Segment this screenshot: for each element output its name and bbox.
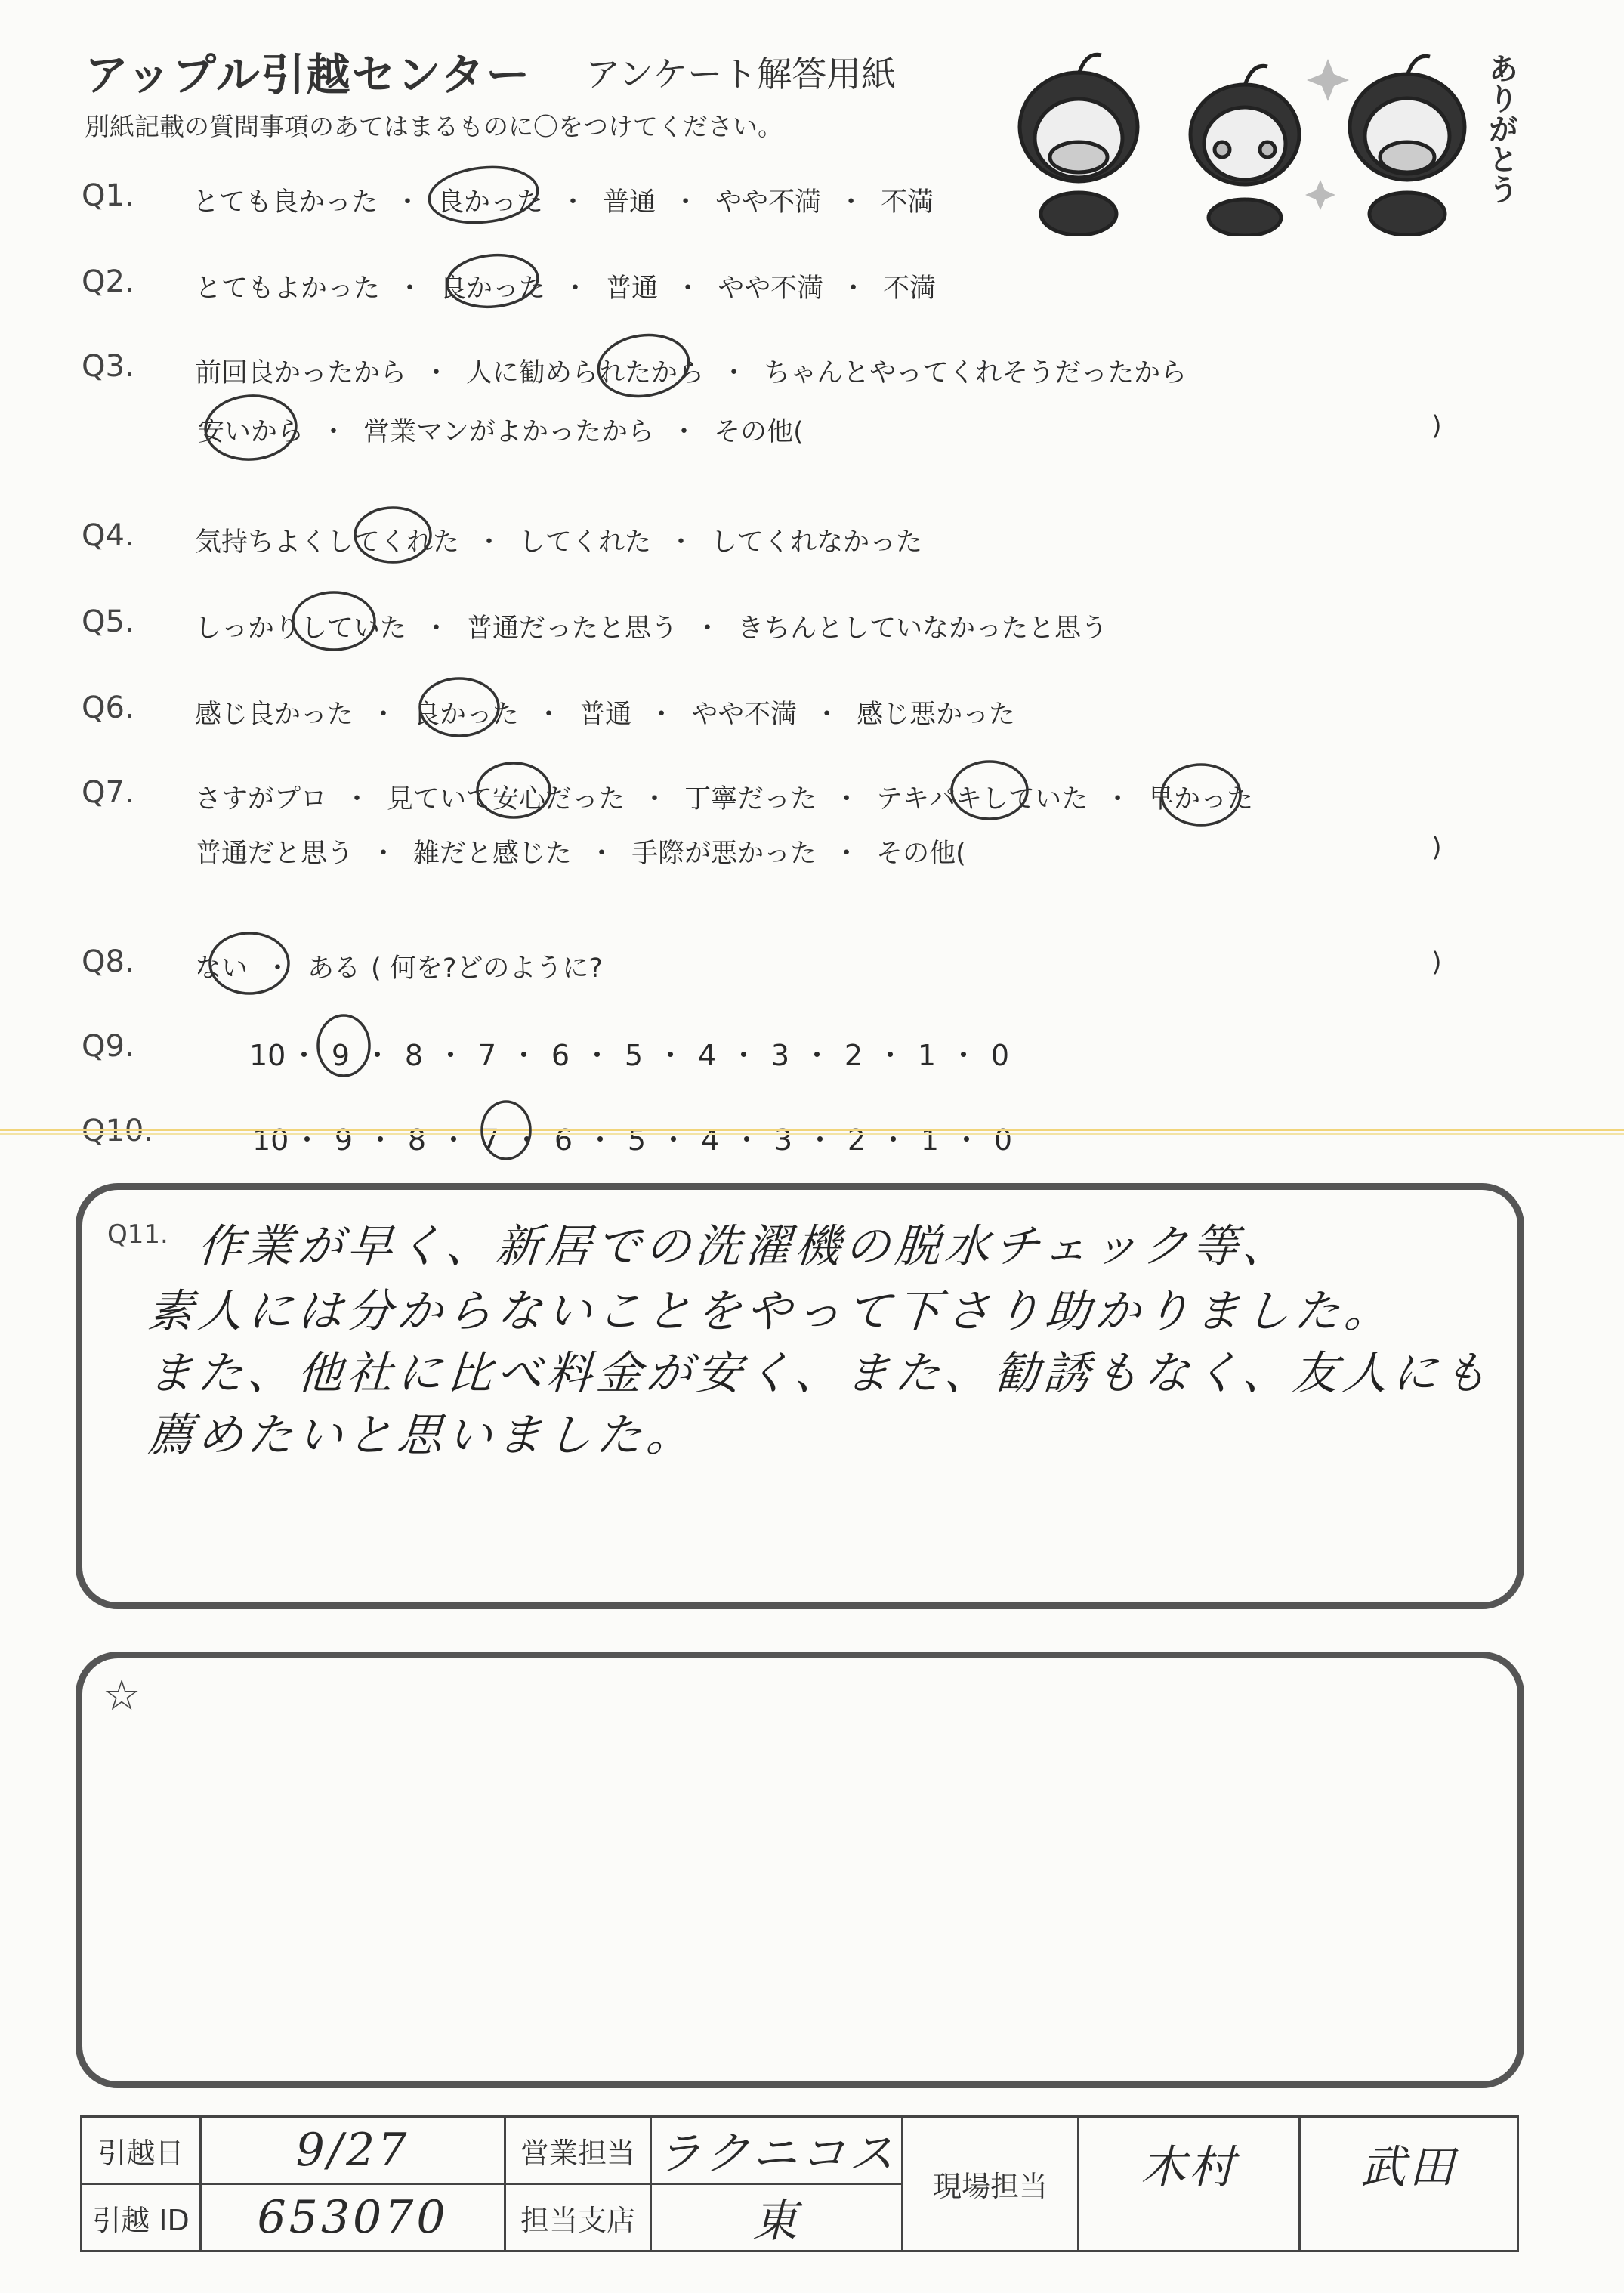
q7-option[interactable]: 雑だと感じた <box>413 839 573 869</box>
q7-option[interactable]: 丁寧だった <box>684 784 817 814</box>
q10-score[interactable]: 8 <box>407 1123 427 1157</box>
q7-close-paren: ) <box>1431 833 1442 863</box>
q9-score[interactable]: 1 <box>917 1039 937 1072</box>
q2-option[interactable]: とてもよかった <box>195 273 381 304</box>
q5-option[interactable]: きちんとしていなかったと思う <box>737 613 1108 644</box>
q10-score[interactable]: 5 <box>627 1123 647 1157</box>
q4-options: 気持ちよくしてくれた ・ してくれた ・ してくれなかった <box>195 527 923 558</box>
q9-score[interactable]: 4 <box>697 1039 717 1072</box>
q4-option-selected[interactable]: 気持ちよくしてくれた <box>195 527 460 558</box>
q9-score-selected[interactable]: 9 <box>331 1039 350 1072</box>
site-staff-1: 木村 <box>1079 2117 1300 2251</box>
site-staff-label: 現場担当 <box>903 2117 1079 2251</box>
q1-label: Q1. <box>82 178 134 213</box>
q6-label: Q6. <box>82 691 134 725</box>
q2-label: Q2. <box>82 264 134 299</box>
q10-score[interactable]: 0 <box>993 1123 1013 1157</box>
q3-option-other[interactable]: その他( <box>714 417 804 447</box>
q9-scale: 10 ・ 9 ・ 8 ・ 7 ・ 6 ・ 5 ・ 4 ・ 3 ・ 2 ・ 1 ・ 0 <box>249 1032 1018 1074</box>
q2-option[interactable]: やや不満 <box>718 273 824 304</box>
q11-answer-line: 作業が早く、新居での洗濯機の脱水チェック等、 <box>196 1220 1295 1273</box>
q10-score[interactable]: 6 <box>554 1123 573 1157</box>
q3-options-line1: 前回良かったから ・ 人に勧められたから ・ ちゃんとやってくれそうだったから <box>195 358 1187 388</box>
q6-options: 感じ良かった ・ 良かった ・ 普通 ・ やや不満 ・ 感じ悪かった <box>195 700 1016 730</box>
free-comment-box <box>76 1652 1524 2088</box>
instruction-text: 別紙記載の質問事項のあてはまるものに〇をつけてください。 <box>85 112 783 141</box>
q4-option[interactable]: してくれなかった <box>711 527 923 558</box>
q11-answer-line: 素人には分からないことをやって下さり助かりました。 <box>146 1285 1397 1338</box>
move-date-value: 9/27 <box>201 2117 505 2184</box>
move-date-label: 引越日 <box>82 2117 201 2184</box>
q3-option-selected[interactable]: 安いから <box>198 417 304 447</box>
q3-option[interactable]: 前回良かったから <box>195 358 407 388</box>
q6-option[interactable]: 感じ良かった <box>195 700 354 730</box>
q1-options: とても良かった ・ 良かった ・ 普通 ・ やや不満 ・ 不満 <box>193 187 934 218</box>
q6-option[interactable]: 感じ悪かった <box>857 700 1016 730</box>
q7-option-selected[interactable]: 早かった <box>1147 784 1254 814</box>
site-staff-2: 武田 <box>1300 2117 1518 2251</box>
star-icon: ☆ <box>103 1671 141 1720</box>
q8-close-paren: ) <box>1431 947 1442 978</box>
q5-option[interactable]: 普通だったと思う <box>466 613 678 644</box>
q1-option[interactable]: とても良かった <box>193 187 378 218</box>
q10-score[interactable]: 10 <box>252 1123 289 1157</box>
sales-label: 営業担当 <box>505 2117 651 2184</box>
q1-option[interactable]: 不満 <box>881 187 934 218</box>
q2-option[interactable]: 普通 <box>605 273 659 304</box>
company-name: アップル引越センター <box>85 49 532 100</box>
q9-score[interactable]: 3 <box>770 1039 790 1072</box>
q6-option[interactable]: 普通 <box>579 700 632 730</box>
q1-option[interactable]: 普通 <box>603 187 656 218</box>
q6-option-selected[interactable]: 良かった <box>413 700 520 730</box>
q3-option-selected[interactable]: 人に勧められたから <box>466 358 705 388</box>
q7-options-line2: 普通だと思う ・ 雑だと感じた ・ 手際が悪かった ・ その他( <box>195 839 966 869</box>
q11-answer-line: また、他社に比べ料金が安く、また、勧誘もなく、友人にも <box>146 1347 1494 1400</box>
q2-options: とてもよかった ・ 良かった ・ 普通 ・ やや不満 ・ 不満 <box>195 273 937 304</box>
q9-score[interactable]: 8 <box>404 1039 424 1072</box>
q5-options: しっかりしていた ・ 普通だったと思う ・ きちんとしていなかったと思う <box>195 613 1108 644</box>
q3-label: Q3. <box>82 349 134 384</box>
q3-option[interactable]: 営業マンがよかったから <box>363 417 655 447</box>
q9-score[interactable]: 5 <box>624 1039 644 1072</box>
q8-option[interactable]: ある <box>307 953 361 984</box>
q10-score[interactable]: 9 <box>334 1123 354 1157</box>
q10-label: Q10. <box>82 1114 154 1148</box>
q7-option[interactable]: 手際が悪かった <box>631 839 817 869</box>
q10-score[interactable]: 4 <box>700 1123 720 1157</box>
q7-options-line1: さすがプロ ・ 見ていて安心だった ・ 丁寧だった ・ テキパキしていた ・ 早かった <box>195 784 1254 814</box>
thanks-vertical-text: ありがとう <box>1484 53 1518 204</box>
move-id-value: 653070 <box>201 2184 505 2251</box>
q10-score[interactable]: 1 <box>920 1123 940 1157</box>
q9-score[interactable]: 7 <box>477 1039 497 1072</box>
q3-close-paren: ) <box>1431 411 1442 441</box>
q9-score[interactable]: 6 <box>551 1039 570 1072</box>
q9-score[interactable]: 2 <box>844 1039 863 1072</box>
q10-score-selected[interactable]: 7 <box>480 1123 500 1157</box>
q7-option[interactable]: さすがプロ <box>195 784 328 814</box>
q7-label: Q7. <box>82 775 134 810</box>
q1-option[interactable]: やや不満 <box>715 187 822 218</box>
q4-option[interactable]: してくれた <box>519 527 652 558</box>
q7-option[interactable]: 普通だと思う <box>195 839 354 869</box>
footer-info-table <box>80 2115 1519 2252</box>
q2-option[interactable]: 不満 <box>883 273 937 304</box>
q10-scale: 10 ・ 9 ・ 8 ・ 7 ・ 6 ・ 5 ・ 4 ・ 3 ・ 2 ・ 1 ・ 0 <box>252 1117 1021 1158</box>
q5-option-selected[interactable]: しっかりしていた <box>195 613 407 644</box>
q9-score[interactable]: 10 <box>249 1039 286 1072</box>
q2-option-selected[interactable]: 良かった <box>440 273 546 304</box>
q8-suffix: ( 何を?どのように? <box>371 953 603 984</box>
q11-label: Q11. <box>107 1219 168 1250</box>
move-id-label: 引越 ID <box>82 2184 201 2251</box>
q3-options-line2: 安いから ・ 営業マンがよかったから ・ その他( <box>198 417 804 447</box>
q8-label: Q8. <box>82 944 134 979</box>
q10-score[interactable]: 2 <box>847 1123 866 1157</box>
form-title: アンケート解答用紙 <box>585 54 897 94</box>
q10-score[interactable]: 3 <box>773 1123 793 1157</box>
sales-person-value: ラクニコス <box>651 2117 903 2184</box>
q1-option-selected[interactable]: 良かった <box>437 187 544 218</box>
q3-option[interactable]: ちゃんとやってくれそうだったから <box>764 358 1187 388</box>
q7-option-selected[interactable]: テキパキしていた <box>876 784 1088 814</box>
q9-score[interactable]: 0 <box>990 1039 1010 1072</box>
q9-label: Q9. <box>82 1029 134 1064</box>
q7-option-other[interactable]: その他( <box>876 839 966 869</box>
branch-value: 東 <box>651 2184 903 2251</box>
q7-option-selected[interactable]: 見ていて安心だった <box>387 784 625 814</box>
q4-label: Q4. <box>82 518 134 553</box>
branch-label: 担当支店 <box>505 2184 651 2251</box>
q5-label: Q5. <box>82 604 134 639</box>
q11-answer-line: 薦めたいと思いました。 <box>146 1409 699 1462</box>
q8-options: ない ・ ある ( 何を?どのように? <box>195 953 603 984</box>
q8-option-selected[interactable]: ない <box>195 953 249 984</box>
q6-option[interactable]: やや不満 <box>691 700 798 730</box>
